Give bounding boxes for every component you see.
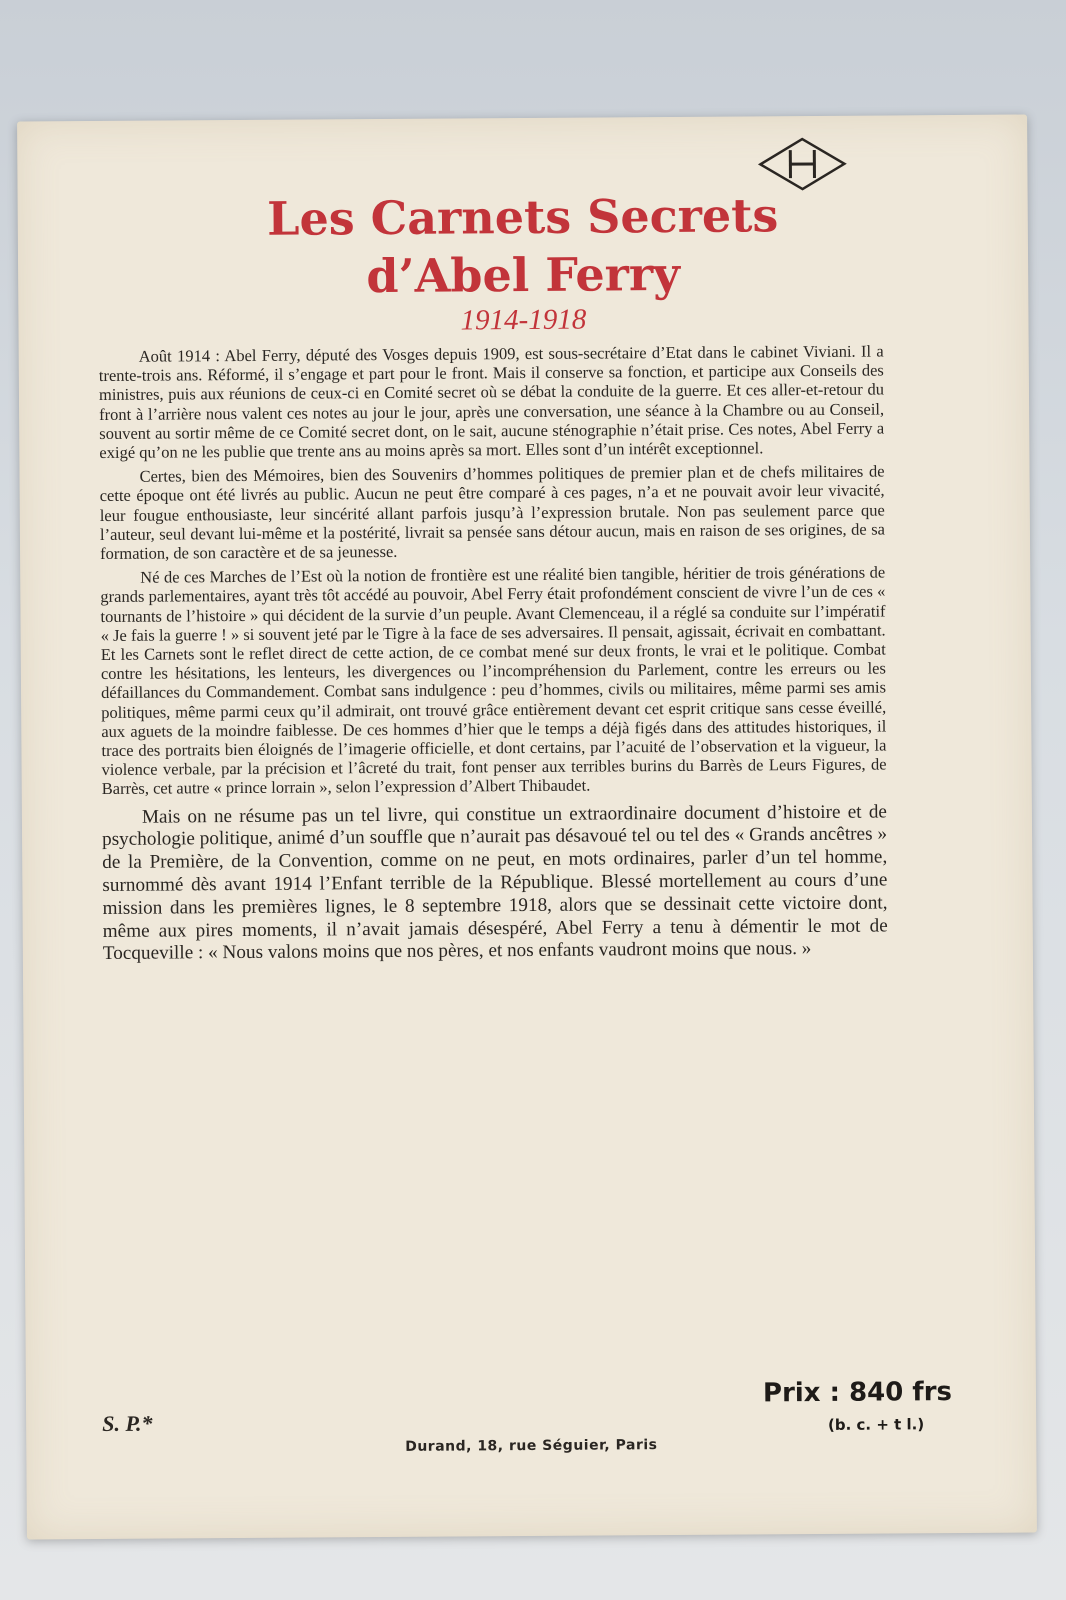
price-label: Prix : 840 frs: [762, 1377, 953, 1409]
book-dates: 1914-1918: [460, 303, 587, 337]
blurb-paragraph-4: Mais on ne résume pas un tel livre, qui constitue un extraordinaire document d’histoire et de psychologie politique, animé d’un souffle que n’aurait pas désavoué tel ou tel des « Grands ancêtres » de la Première, de la Convention, comme on ne peut, en mots ordinaires, parler d’un tel homme, surnommé dès avant 1914 l’Enfant terrible de la République. Blessé mortellement au cours d’une mission dans les premières lignes, le 8 septembre 1918, alors que se dessinait cette victoire dont, même aux pires moments, il n’avait jamais désespéré, Abel Ferry a tenu à démentir le mot de Tocqueville : « Nous valons moins que nos pères, et nos enfants vaudront moins que nous. »: [102, 801, 888, 965]
publisher-logo-icon: [757, 136, 847, 193]
publisher-address: Durand, 18, rue Séguier, Paris: [405, 1437, 658, 1455]
blurb-paragraph-2: Certes, bien des Mémoires, bien des Souvenirs d’hommes politiques de premier plan et de chefs militaires de cette époque ont été livrés au public. Aucun ne peut être comparé à ces pages, n’a et ne pouvait avoir leur vivacité, leur fougue enthousiaste, leur sincérité allant parfois jusqu’à l’expression brutale. Non pas seulement parce que l’auteur, seul devant lui-même et la postérité, livrait sa pensée sans détour aucun, mais en raison de ses origines, de sa formation, de son caractère et de sa jeunesse.: [99, 461, 885, 564]
title-line-2: d’Abel Ferry: [366, 246, 681, 304]
book-back-cover: [17, 114, 1037, 1539]
blurb-paragraph-1: Août 1914 : Abel Ferry, député des Vosges depuis 1909, est sous-secrétaire d’Etat dans le cabinet Viviani. Il a trente-trois ans. Réformé, il s’engage et part pour le front. Mais il conserve sa fonction, et participe aux Conseils des ministres, puis aux réunions de ceux-ci en Comité secret où se débat la conduite de la guerre. Et ces aller-et-retour du front à l’arrière nous valent ces notes au jour le jour, après une conversation, une séance à la Chambre ou au Conseil, souvent au sortir même de ce Comité secret dont, on le sait, aucune sténographie n’était prise. Ces notes, Abel Ferry a exigé qu’on ne les publie que trente ans au moins après sa mort. Elles sont d’un intérêt exceptionnel.: [98, 341, 885, 462]
blurb-paragraph-3: Né de ces Marches de l’Est où la notion de frontière est une réalité bien tangible, héritier de trois générations de grands parlementaires, ayant très tôt accédé au pouvoir, Abel Ferry était profondément conscient de vivre l’un de ces « tournants de l’histoire » qui décident de la survie d’un peuple. Avant Clemenceau, il a réglé sa conduite sur l’impératif « Je fais la guerre ! » si souvent jeté par le Tigre à la face de ses adversaires. Il pensait, agissait, écrivait en combattant. Et les Carnets sont le reflet direct de cette action, de ce combat mené sur deux fronts, le vrai et le politique. Combat contre les hésitations, les lenteurs, les divergences ou l’incompréhension du Parlement, contre les erreurs ou les défaillances du Commandement. Combat sans indulgence : peu d’hommes, civils ou militaires, même parmi ses amis politiques, même parmi ceux qu’il admirait, ont trouvé grâce entièrement devant cet esprit critique sans cesse éveillé, aux aguets de la moindre faiblesse. De ces hommes d’hier que le temps a déjà figés dans des attitudes historiques, il trace des portraits bien éloignés de l’imagerie officielle, et dont certains, par l’acuité de l’observation et la vigueur, la violence verbale, par la précision et l’âcreté du trait, font penser aux terribles burins du Barrès de Leurs Figures, de Barrès, cet autre « prince lorrain », selon l’expression d’Albert Thibaudet.: [100, 562, 887, 799]
blurb-text: [99, 341, 888, 971]
price-note: (b. c. + t l.): [827, 1415, 925, 1434]
book-title: [18, 184, 1029, 307]
sp-mark: S. P.*: [102, 1410, 153, 1436]
title-line-1: Les Carnets Secrets: [266, 188, 779, 246]
